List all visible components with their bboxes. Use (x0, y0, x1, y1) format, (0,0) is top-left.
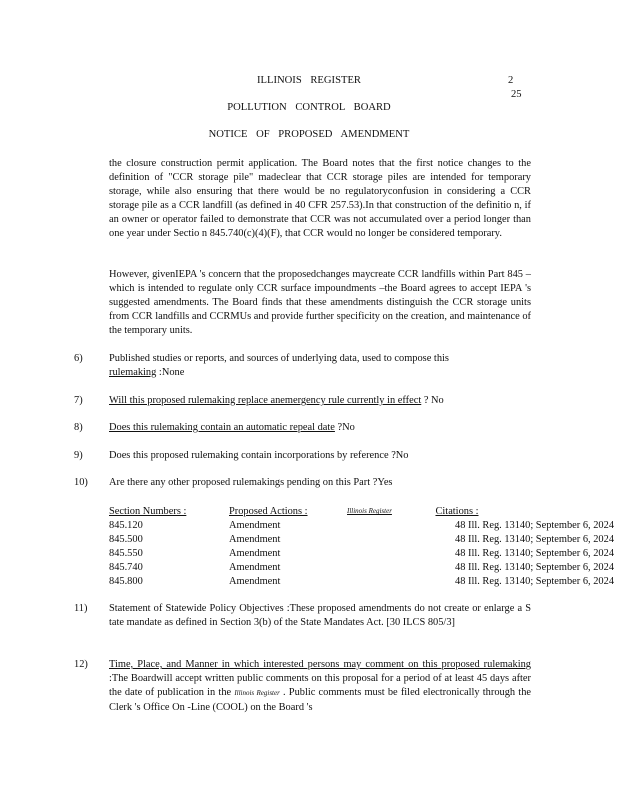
item-12-underlined: Time, Place, and Manner in which interested persons may comment on this proposed rulemaking (109, 659, 531, 670)
cell-action: Amendment (229, 533, 281, 545)
notice-title: NOTICE OF PROPOSED AMENDMENT (208, 129, 410, 140)
cell-section: 845.500 (109, 533, 143, 545)
item-number-7: 7) (74, 395, 83, 406)
cell-action: Amendment (229, 561, 281, 573)
item-6-body (109, 352, 531, 380)
item-number-11: 11) (74, 603, 88, 614)
cell-section: 845.740 (109, 561, 143, 573)
table-row (107, 533, 616, 547)
item-8-underlined: Does this rulemaking contain an automatic repeal date (109, 422, 335, 433)
intro-paragraph-1: the closure construction permit application. The Board notes that the first notice changes to the definition of "CCR storage pile" madeclear that CCR storage piles are intended for temporary storage, while also ensuring that there would be no regulatoryconfusion in considering a CCR storage pile as a CCR landfill (as defined in 40 CFR 257.53).In that construction of the definitio n, if an owner or operator failed to demonstrate that CCR was not accumulated over a period longer than one year under Sectio n 845.740(c)(4)(F), that CCR would no longer be considered temporary. (109, 158, 531, 239)
header-proposed-actions: Proposed Actions : (229, 505, 308, 517)
cell-action: Amendment (229, 547, 281, 559)
table-row (107, 519, 616, 533)
item-8-body (109, 421, 531, 435)
header-illinois-register: Illinois Register (347, 507, 392, 515)
cell-citation: 48 Ill. Reg. 13140; September 6, 2024 (455, 547, 615, 559)
page-number: 2 (508, 75, 514, 86)
item-number-10: 10) (74, 477, 88, 488)
cell-action: Amendment (229, 575, 281, 587)
table-row (107, 547, 616, 561)
intro-paragraph-2: However, givenIEPA 's concern that the proposedchanges maycreate CCR landfills within Part 845 –which is intended to regulate only CCR surface impoundments –the Board agrees to accept IEPA 's suggested amendments. The Board finds that these amendments distinguish the CCR storage units from CCR landfills and CCRMUs and provide further specificity on the creation, and maintenance of the temporary units. (109, 269, 531, 336)
item-12-body (109, 658, 531, 715)
item-6-answer: :None (156, 366, 185, 378)
cell-citation: 48 Ill. Reg. 13140; September 6, 2024 (455, 519, 615, 531)
item-12-register-italic: Illinois Register (234, 688, 280, 697)
item-9-body: Does this proposed rulemaking contain incorporations by reference ?No (109, 450, 409, 461)
item-number-9: 9) (74, 450, 83, 461)
item-7-body (109, 394, 531, 408)
item-6-text: Published studies or reports, and sources of underlying data, used to compose this (109, 353, 449, 364)
table-header-row (107, 504, 616, 519)
cell-section: 845.800 (109, 575, 143, 587)
item-6-underlined: rulemaking (109, 366, 157, 378)
item-12-text-2: . Public comments must be filed electronically through the Clerk 's Office On -Line (COOL) on the Board 's (109, 686, 531, 713)
cell-citation: 48 Ill. Reg. 13140; September 6, 2024 (455, 575, 615, 587)
table-row (107, 561, 616, 575)
item-number-6: 6) (74, 353, 83, 364)
cell-action: Amendment (229, 519, 281, 531)
item-number-12: 12) (74, 659, 88, 670)
pending-rulemakings-table (107, 504, 616, 588)
cell-citation: 48 Ill. Reg. 13140; September 6, 2024 (455, 561, 615, 573)
header-section-numbers: Section Numbers : (109, 505, 187, 517)
item-12-text-1: :The Boardwill accept written public comments on this proposal for a period of at least 45 days after the date of publication in the (109, 672, 531, 698)
table-row (107, 575, 616, 589)
item-7-answer: ? No (421, 395, 444, 406)
item-7-underlined: Will this proposed rulemaking replace anemergency rule currently in effect (109, 395, 422, 406)
item-number-8: 8) (74, 422, 83, 433)
item-8-answer: ?No (334, 422, 355, 433)
header-citations: Citations : (435, 505, 479, 517)
item-10-body: Are there any other proposed rulemakings pending on this Part ?Yes (109, 477, 393, 488)
cell-section: 845.550 (109, 547, 143, 559)
page-number-suffix: 25 (511, 89, 522, 100)
board-title: POLLUTION CONTROL BOARD (227, 102, 391, 113)
item-11-body: Statement of Statewide Policy Objectives :These proposed amendments do not create or enlarge a S tate mandate as defined in Section 3(b) of the State Mandates Act. [30 ILCS 805/3] (109, 603, 531, 628)
cell-citation: 48 Ill. Reg. 13140; September 6, 2024 (455, 533, 615, 545)
cell-section: 845.120 (109, 519, 143, 531)
register-title: ILLINOIS REGISTER (257, 75, 361, 86)
